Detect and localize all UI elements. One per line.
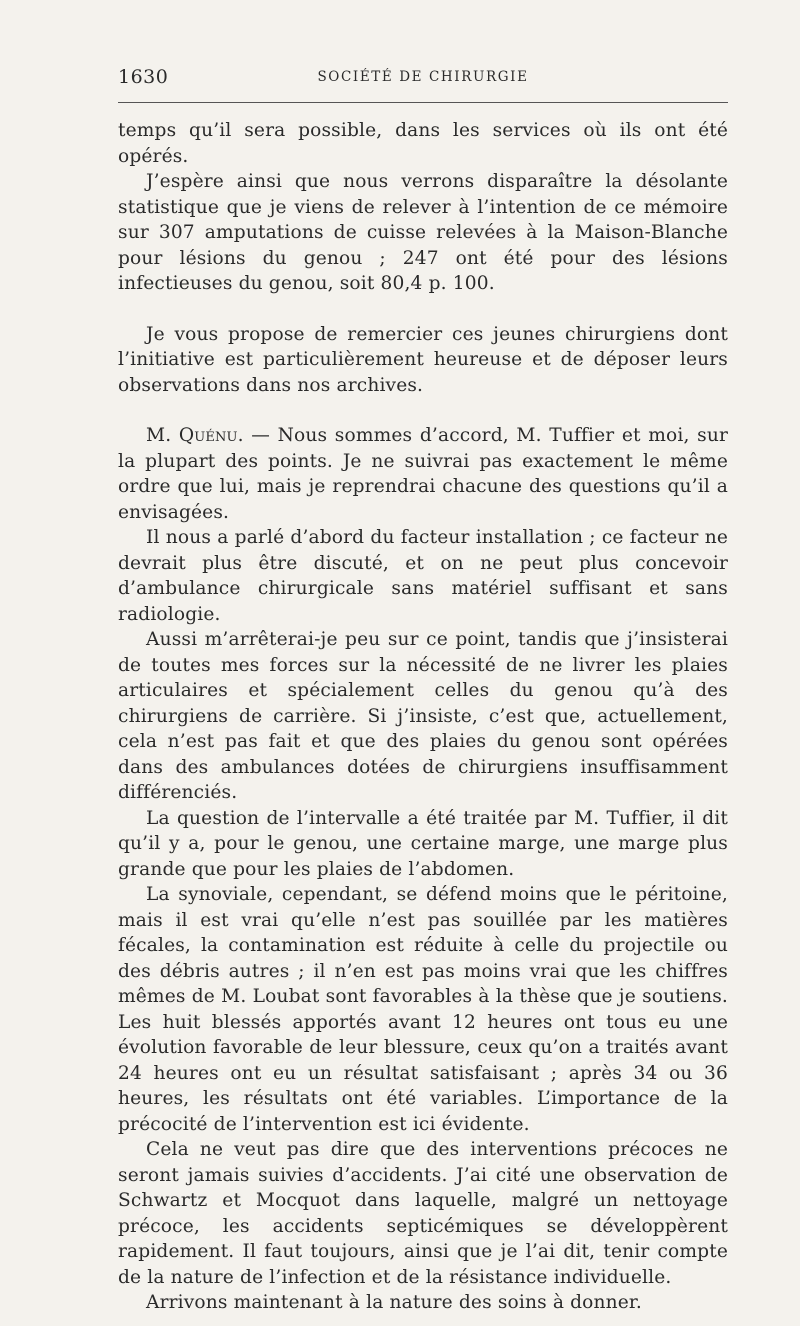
paragraph-proposal: Je vous propose de remercier ces jeunes chirurgiens dont l’initiative est particulièrement heureuse et de déposer leurs observations dans nos archives. xyxy=(118,323,728,396)
paragraph-installation: Il nous a parlé d’abord du facteur installation ; ce facteur ne devrait plus être discuté, et on ne peut plus concevoir d’ambulance chirurgicale sans matériel suffisant et sans radiologie. xyxy=(118,527,728,625)
paragraph-continuation: temps qu’il sera possible, dans les services où ils ont été opérés. xyxy=(118,120,728,167)
page-header xyxy=(118,66,728,96)
page-number: 1630 xyxy=(118,66,169,88)
body-text xyxy=(118,118,728,1316)
paragraph-interval: La question de l’intervalle a été traitée par M. Tuffier, il dit qu’il y a, pour le genou, une certaine marge, une marge plus grande que pour les plaies de l’abdomen. xyxy=(118,807,728,880)
running-title: SOCIÉTÉ DE CHIRURGIE xyxy=(317,69,529,85)
header-rule xyxy=(118,102,728,103)
paragraph-synovial: La synoviale, cependant, se défend moins que le péritoine, mais il est vrai qu’elle n’est pas souillée par les matières fécales, la contamination est réduite à celle du projectile ou des débris autres ; il n’en est pas moins vrai que les chiffres mêmes de M. Loubat sont favorables à la thèse que je soutiens. Les huit blessés apportés avant 12 heures ont tous eu une évolution favorable de leur blessure, ceux qu’on a traités avant 24 heures ont eu un résultat satisfaisant ; après 34 ou 36 heures, les résultats ont été variables. L’importance de la précocité de l’intervention est ici évidente. xyxy=(118,884,728,1135)
paragraph-quenu-intro xyxy=(118,423,728,525)
paragraph-care: Arrivons maintenant à la nature des soins à donner. xyxy=(146,1292,642,1313)
paragraph-statistics: J’espère ainsi que nous verrons disparaître la désolante statistique que je viens de relever à l’intention de ce mémoire sur 307 amputations de cuisse relevées à la Maison-Blanche pour lésions du genou ; 247 ont été pour des lésions infectieuses du genou, soit 80,4 p. 100. xyxy=(118,171,728,294)
speaker-name: M. Quénu. xyxy=(146,425,244,446)
paragraph-surgeons: Aussi m’arrêterai-je peu sur ce point, tandis que j’insisterai de toutes mes forces sur la nécessité de ne livrer les plaies articulaires et spécialement celles du genou qu’à des chirurgiens de carrière. Si j’insiste, c’est que, actuellement, cela n’est pas fait et que des plaies du genou sont opérées dans des ambulances dotées de chirurgiens insuffisamment différenciés. xyxy=(118,629,728,803)
paragraph-accidents: Cela ne veut pas dire que des interventions précoces ne seront jamais suivies d’accidents. J’ai cité une observation de Schwartz et Mocquot dans laquelle, malgré un nettoyage précoce, les accidents septicémiques se développèrent rapidement. Il faut toujours, ainsi que je l’ai dit, tenir compte de la nature de l’infection et de la résistance individuelle. xyxy=(118,1139,728,1288)
paragraph-quenu-text: — Nous sommes d’accord, M. Tuffier et moi, sur la plupart des points. Je ne suivrai pas exactement le même ordre que lui, mais je reprendrai chacune des questions qu’il a envisagées. xyxy=(118,425,729,523)
